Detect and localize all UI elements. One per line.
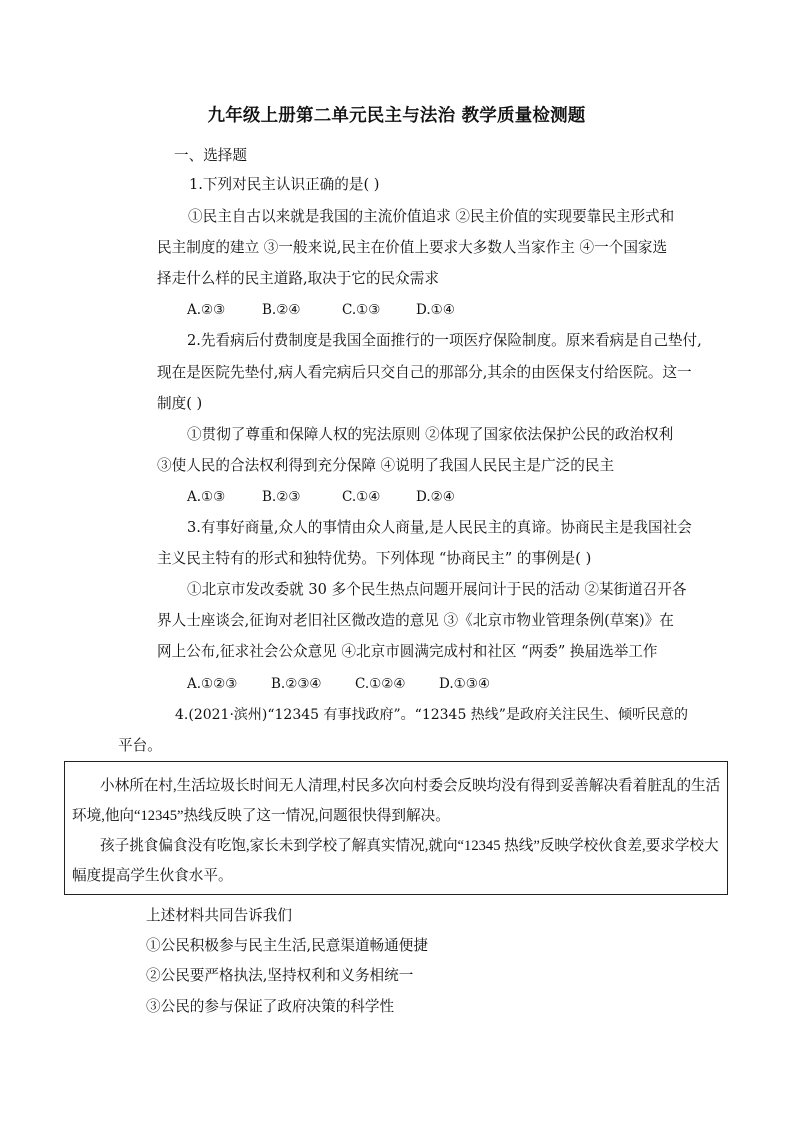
material-line-2: 环境,他向“12345”热线反映了这一情况,问题很快得到解决。 [72, 808, 450, 824]
q3-option-a[interactable]: A.①②③ [187, 676, 238, 692]
q1-options [187, 300, 455, 320]
q2-option-a[interactable]: A.①③ [187, 489, 226, 505]
material-line-4: 幅度提高学生伙食水平。 [72, 868, 233, 884]
page-title: 九年级上册第二单元民主与法治 教学质量检测题 [207, 106, 586, 126]
q1-option-d[interactable]: D.①④ [416, 302, 455, 318]
q2-option-d[interactable]: D.②④ [416, 489, 455, 505]
q3-line-5: 网上公布,征求社会公众意见 ④北京市圆满完成村和社区 “两委” 换届选举工作 [157, 643, 658, 660]
q3-option-c[interactable]: C.①②④ [355, 676, 406, 692]
q1-line-1: ①民主自古以来就是我国的主流价值追求 ②民主价值的实现要靠民主形式和 [188, 208, 675, 225]
q3-line-2: 主义民主特有的形式和独特优势。下列体现 “协商民主” 的事例是( ) [157, 550, 592, 567]
q1-option-c[interactable]: C.①③ [342, 302, 381, 318]
q4-choice-1: ①公民积极参与民主生活,民意渠道畅通便捷 [146, 937, 428, 954]
q2-line-4: ①贯彻了尊重和保障人权的宪法原则 ②体现了国家依法保护公民的政治权利 [187, 426, 674, 443]
material-line-3: 孩子挑食偏食没有吃饱,家长未到学校了解真实情况,就向“12345 热线”反映学校伙食差,要求学校大 [100, 838, 719, 854]
q4-choice-2: ②公民要严格执法,坚持权利和义务相统一 [146, 967, 414, 984]
q2-option-c[interactable]: C.①④ [342, 489, 381, 505]
q2-line-1: 2.先看病后付费制度是我国全面推行的一项医疗保险制度。原来看病是自己垫付, [187, 332, 702, 349]
q1-option-b[interactable]: B.②④ [262, 302, 301, 318]
q4-prompt: 上述材料共同告诉我们 [146, 907, 292, 924]
q4-line-1: 4.(2021·滨州)“12345 有事找政府”。“12345 热线”是政府关注民生、倾听民意的 [175, 707, 688, 723]
q3-line-1: 3.有事好商量,众人的事情由众人商量,是人民民主的真谛。协商民主是我国社会 [187, 519, 692, 536]
material-line-1: 小林所在村,生活垃圾长时间无人清理,村民多次向村委会反映均没有得到妥善解决看着脏乱的生活 [100, 778, 721, 794]
section-heading: 一、选择题 [174, 147, 247, 164]
q1-line-2: 民主制度的建立 ③一般来说,民主在价值上要求大多数人当家作主 ④一个国家选 [157, 239, 668, 256]
material-box [64, 761, 728, 895]
q2-line-3: 制度( ) [157, 395, 203, 412]
q2-line-5: ③使人民的合法权利得到充分保障 ④说明了我国人民民主是广泛的民主 [157, 457, 615, 474]
q3-line-4: 界人士座谈会,征询对老旧社区微改造的意见 ③《北京市物业管理条例(草案)》在 [157, 612, 674, 629]
q3-option-d[interactable]: D.①③④ [439, 676, 490, 692]
q3-option-b[interactable]: B.②③④ [271, 676, 322, 692]
q1-option-a[interactable]: A.②③ [187, 302, 226, 318]
q1-stem: 1.下列对民主认识正确的是( ) [189, 176, 380, 193]
q4-line-2: 平台。 [118, 737, 162, 754]
q1-line-3: 择走什么样的民主道路,取决于它的民众需求 [157, 270, 439, 287]
q2-option-b[interactable]: B.②③ [262, 489, 301, 505]
q3-options [187, 674, 490, 694]
q4-choice-3: ③公民的参与保证了政府决策的科学性 [146, 998, 395, 1015]
q2-options [187, 487, 455, 507]
q2-line-2: 现在是医院先垫付,病人看完病后只交自己的那部分,其余的由医保支付给医院。这一 [157, 364, 692, 381]
q3-line-3: ①北京市发改委就 30 多个民生热点问题开展问计于民的活动 ②某街道召开各 [187, 581, 687, 598]
